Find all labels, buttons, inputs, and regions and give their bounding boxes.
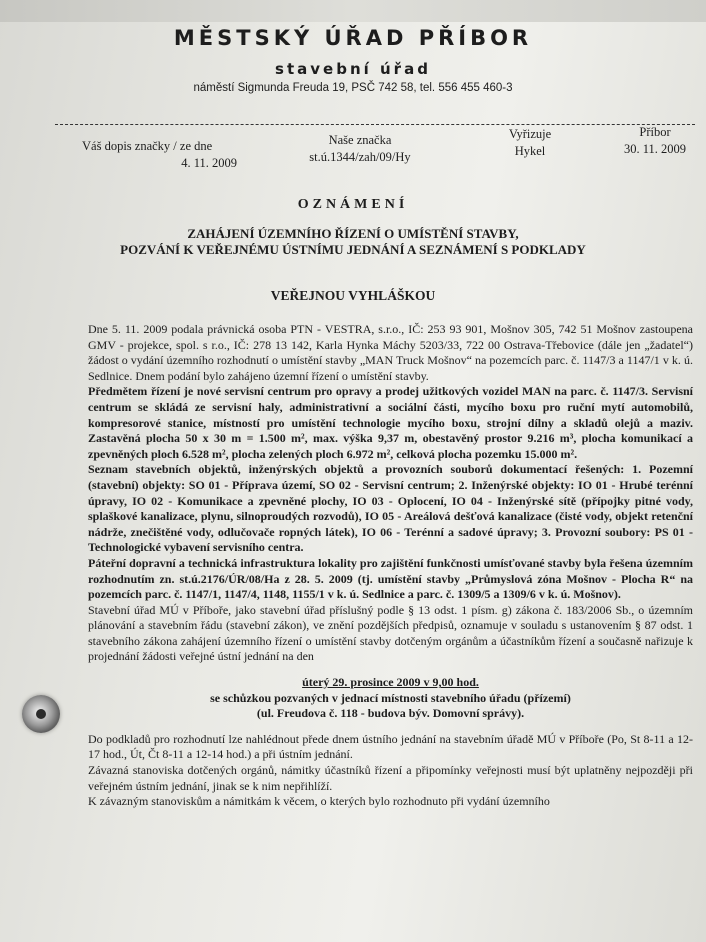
ref-handled-by bbox=[488, 126, 572, 160]
ref-handled-by-value: Hykel bbox=[514, 144, 546, 158]
ref-place-date bbox=[605, 124, 705, 158]
ref-your-letter-label: Váš dopis značky / ze dne bbox=[82, 139, 213, 153]
ref-our-mark bbox=[290, 132, 430, 166]
paragraph-application: Dne 5. 11. 2009 podala právnická osoba PTN - VESTRA, s.r.o., IČ: 253 93 901, Mošnov 305, 742 51 Mošnov zastoupena GMV - projekce, spol. s r.o., IČ: 278 13 142, Karla Hynka Máchy 5203/33, 722 00 Ostrava-Třebovice (dále jen „žadatel“) žádost o vydání územního rozhodnutí o umístění stavby „MAN Truck Mošnov“ na pozemcích parc. č. 1147/3 a 1147/1 v k. ú. Sedlnice. Dnem podání bylo zahájeno územní řízení o umístění stavby. bbox=[88, 322, 693, 383]
notice-subject bbox=[0, 226, 706, 258]
header-divider bbox=[55, 124, 695, 125]
board-edge bbox=[0, 0, 706, 22]
office-title: MĚSTSKÝ ÚŘAD PŘÍBOR bbox=[173, 26, 533, 50]
paragraph-objections: Závazná stanoviska dotčených orgánů, námitky účastníků řízení a připomínky veřejnosti musí být uplatněny nejpozději při veřejném ústním jednání, jinak se k nim nepřihlíží. bbox=[88, 763, 693, 793]
hearing-place-line-1: se schůzkou pozvaných v jednací místnosti stavebního úřadu (přízemí) bbox=[210, 690, 571, 705]
ref-your-letter-value: 4. 11. 2009 bbox=[181, 156, 237, 170]
paragraph-subject: Předmětem řízení je nové servisní centrum pro opravy a prodej užitkových vozidel MAN na parc. č. 1147/3. Servisní centrum se skládá ze servisní haly, administrativní a sociální části, mycího boxu pro ruční mytí automobilů, kompresorové stanice, místností pro umístění technologie mycího boxu, strojní dílny a skladů olejů a maziv. Zastavěná plocha 50 x 30 m = 1.500 m², max. výška 9,37 m, obestavěný prostor 9.216 m³, plocha komunikací a zpevněných ploch 6.528 m², plocha zelených ploch 6.972 m², celková plocha pozemku 15.000 m². bbox=[88, 384, 693, 461]
notice-body bbox=[88, 322, 693, 810]
ref-our-mark-value: st.ú.1344/zah/09/Hy bbox=[309, 150, 411, 164]
paragraph-documents: Do podkladů pro rozhodnutí lze nahlédnout přede dnem ústního jednání na stavebním úřadě MÚ v Příboře (Po, St 8-11 a 12-17 hod., Út, Čt 8-11 a 12-14 hod.) a při ústním jednání. bbox=[88, 731, 693, 762]
paragraph-announcement: Stavební úřad MÚ v Příboře, jako stavební úřad příslušný podle § 13 odst. 1 písm. g) zákona č. 183/2006 Sb., o územním plánování a stavebním řádu (stavební zákon), ve znění pozdějších předpisů, oznamuje v souladu s ustanovením § 87 odst. 1 stavebního zákona zahájení územního řízení o umístění stavby dotčeným orgánům a účastníkům řízení a současně nařizuje k projednání žádosti veřejné ústní jednání na den bbox=[88, 602, 693, 664]
ref-handled-by-label: Vyřizuje bbox=[508, 127, 552, 141]
ref-place-label: Příbor bbox=[639, 125, 671, 139]
ref-date-value: 30. 11. 2009 bbox=[623, 142, 687, 156]
ref-our-mark-label: Naše značka bbox=[328, 133, 392, 147]
office-address: náměstí Sigmunda Freuda 19, PSČ 742 58, tel. 556 455 460-3 bbox=[193, 82, 513, 94]
subject-line-1: ZAHÁJENÍ ÚZEMNÍHO ŘÍZENÍ O UMÍSTĚNÍ STAVBY, bbox=[187, 226, 519, 241]
office-subtitle: stavební úřad bbox=[275, 60, 431, 78]
hearing-place-line-2: (ul. Freudova č. 118 - budova býv. Domovní správy). bbox=[256, 706, 525, 721]
public-notice-label: VEŘEJNOU VYHLÁŠKOU bbox=[270, 288, 436, 303]
board-rivet-icon bbox=[22, 695, 60, 733]
hearing-date: úterý 29. prosince 2009 v 9,00 hod. bbox=[302, 675, 479, 690]
paragraph-infrastructure: Páteřní dopravní a technická infrastruktura lokality pro zajištění funkčnosti umísťované stavby byla řešena územním rozhodnutím zn. st.ú.2176/ÚR/08/Ha z 28. 5. 2009 (tj. umístění stavby „Průmyslová zóna Mošnov - Plocha R“ na pozemcích parc. č. 1147/1, 1147/4, 1148, 1155/1 v k. ú. Sedlnice a parc. č. 1309/5 a 1309/6 v k. ú. Mošnov). bbox=[88, 555, 693, 602]
notice-heading: OZNÁMENÍ bbox=[297, 197, 409, 212]
ref-your-letter bbox=[82, 138, 237, 172]
paragraph-binding-opinions: K závazným stanoviskům a námitkám k věcem, o kterých bylo rozhodnuto při vydání územního bbox=[88, 794, 550, 809]
subject-line-2: POZVÁNÍ K VEŘEJNÉMU ÚSTNÍMU JEDNÁNÍ A SEZNÁMENÍ S PODKLADY bbox=[120, 242, 586, 257]
paragraph-object-list: Seznam stavebních objektů, inženýrských objektů a provozních souborů dokumentací řešených: 1. Pozemní (stavební) objekty: SO 01 - Příprava území, SO 02 - Servisní centrum; 2. Inženýrské objekty: IO 01 - Hrubé terénní úpravy, IO 02 - Komunikace a zpevněné plochy, IO 03 - Oplocení, IO 04 - Inženýrské sítě (přípojky pitné vody, splaškové kanalizace, plynu, silnoproudých rozvodů), IO 05 - Areálová dešťová kanalizace (čisté vody, objekt retenční nádrže, znečištěné vody, odlučovače ropných látek), IO 06 - Terénní a sadové úpravy; 3. Provozní soubory: PS 01 - Technologické vybavení servisního centra. bbox=[88, 462, 693, 555]
